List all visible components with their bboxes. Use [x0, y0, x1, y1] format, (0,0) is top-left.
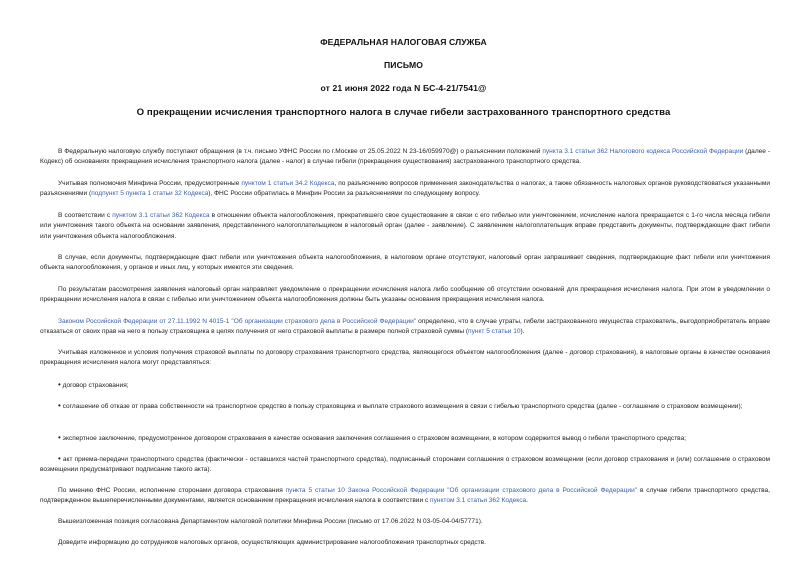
- link-article-362-p8[interactable]: пунктом 3.1 статьи 362 Кодекса: [430, 497, 527, 505]
- paragraph-text: ), ФНС России обратилась в Минфин России за разъяснениями по следующему вопросу.: [208, 190, 481, 198]
- bullet-item-3: [40, 433, 770, 444]
- paragraph-7: Учитывая изложенное и условия получения страховой выплаты по договору страхования транспортного средства, являющегося объектом налогообложения (далее - договор страхования), в налоговые органы в качестве основания прекращения исчисления налога могут представляться:: [40, 349, 770, 367]
- paragraph-text: В соответствии с: [58, 212, 113, 219]
- bullet-item-4: [40, 454, 770, 476]
- link-article-10[interactable]: пункт 5 статьи 10: [468, 328, 521, 336]
- paragraph-4: В случае, если документы, подтверждающие факт гибели или уничтожения объекта налогообложения, в налоговом органе отсутствуют, налоговый орган запрашивает сведения, подтверждающие факт гибели или уничтожения объекта налогообложения, у органов и иных лиц, у которых имеются эти сведения.: [40, 254, 770, 272]
- paragraph-8: [40, 486, 770, 507]
- link-article-362-p3[interactable]: пунктом 3.1 статьи 362 Кодекса: [112, 212, 210, 219]
- bullet-text: договор страхования;: [62, 382, 129, 389]
- paragraph-text: В Федеральную налоговую службу поступают обращения (в т.ч. письмо УФНС России по г.Москве от 25.05.2022 N 23-16/059970@) о разъяснении положений: [58, 148, 543, 155]
- paragraph-6: [40, 317, 770, 338]
- paragraph-10: Доведите информацию до сотрудников налоговых органов, осуществляющих администрирование налогообложения транспортных средств.: [58, 539, 486, 546]
- paragraph-2: [40, 179, 770, 200]
- paragraph-text: По мнению ФНС России, исполнение сторонами договора страхования: [58, 487, 286, 494]
- paragraph-text: .: [526, 497, 528, 505]
- agency-name: ФЕДЕРАЛЬНАЯ НАЛОГОВАЯ СЛУЖБА: [320, 37, 487, 47]
- link-article-10-insurance-law[interactable]: пункта 5 статьи 10 Закона Российской Федерации "Об организации страхового дела в Российской Федерации": [285, 487, 638, 494]
- paragraph-text: , по разъяснению вопросов применения законодательства о налогах, а также обязанность налоговых органов руководствоваться указанными разъяснениями (: [40, 180, 771, 198]
- paragraph-5: По результатам рассмотрения заявления налоговый орган направляет уведомление о прекращении исчисления налога либо сообщение об отсутствии оснований для прекращения исчисления налога. При этом в уведомлении о прекращении исчисления налога в связи с гибелью или уничтожением объекта налогообложения должны быть указаны основания прекращения исчисления налога.: [40, 286, 770, 304]
- paragraph-text: (далее - Кодекс) об основаниях прекращения исчисления транспортного налога (далее - налог) в случае гибели (прекращения существования) застрахованного транспортного средства.: [40, 148, 771, 166]
- paragraph-text: Учитывая полномочия Минфина России, предусмотренные: [58, 180, 242, 187]
- link-article-32[interactable]: подпункт 5 пункта 1 статьи 32 Кодекса: [91, 190, 209, 198]
- paragraph-text: определено, что в случае утраты, гибели застрахованного имущества страхователь, выгодоприобретатель вправе отказаться от своих прав на него в пользу страховщика в целях получения от него страховой выплаты в размере полной страховой суммы (: [40, 318, 770, 336]
- bullet-item-1: [40, 380, 770, 391]
- paragraph-1: [40, 147, 770, 168]
- link-insurance-law[interactable]: Законом Российской Федерации от 27.11.1992 N 4015-1 "Об организации страхового дела в Российской Федерации": [58, 318, 417, 325]
- bullet-icon: •: [58, 380, 61, 389]
- bullet-icon: •: [58, 401, 61, 410]
- bullet-icon: •: [58, 454, 61, 463]
- bullet-text: акт приема-передачи транспортного средства (фактически - оставшихся частей транспортного средства), подписанный сторонами соглашения о страховом возмещении (если договор страхования и (или) соглашение о страховом возмещении предусматривают подписание такого акта).: [40, 456, 771, 474]
- bullet-icon: •: [58, 433, 61, 442]
- link-article-362[interactable]: пункта 3.1 статьи 362 Налогового кодекса Российской Федерации: [542, 148, 744, 155]
- paragraph-9: Вышеизложенная позиция согласована Департаментом налоговой политики Минфина России (письмо от 17.06.2022 N 03-05-04-04/57771).: [58, 518, 483, 525]
- paragraph-text: ).: [520, 328, 525, 336]
- paragraph-3: [40, 211, 770, 242]
- document-date-number: от 21 июня 2022 года N БС-4-21/7541@: [320, 83, 487, 93]
- document-type: ПИСЬМО: [384, 60, 423, 70]
- bullet-text: экспертное заключение, предусмотренное договором страхования в качестве основания заключения соглашения о страховом возмещении, в котором содержится вывод о гибели транспортного средства;: [62, 435, 687, 442]
- link-article-34-2[interactable]: пунктом 1 статьи 34.2 Кодекса: [241, 180, 335, 187]
- bullet-item-2: [40, 401, 770, 412]
- bullet-text: соглашение об отказе от права собственности на транспортное средство в пользу страховщика и выплате страхового возмещения в связи с гибелью транспортного средства (далее - соглашение о страховом возмещении);: [62, 403, 743, 410]
- paragraph-text: в отношении объекта налогообложения, прекратившего свое существование в связи с его гибелью или уничтожением, исчисление налога прекращается с 1-го числа месяца гибели или уничтожения такого объекта на основании заявления, представленного налогоплательщиком в налоговый орган (далее - заявление). С заявлением налогоплательщик вправе представить документы, подтверждающие факт гибели или уничтожения объекта налогообложения.: [40, 212, 770, 240]
- paragraph-text: в случае гибели транспортного средства, подтвержденное вышеперечисленными документами, является основанием прекращения исчисления налога в соответствии с: [40, 487, 770, 505]
- document-subject: О прекращении исчисления транспортного налога в случае гибели застрахованного транспортного средства: [136, 107, 671, 118]
